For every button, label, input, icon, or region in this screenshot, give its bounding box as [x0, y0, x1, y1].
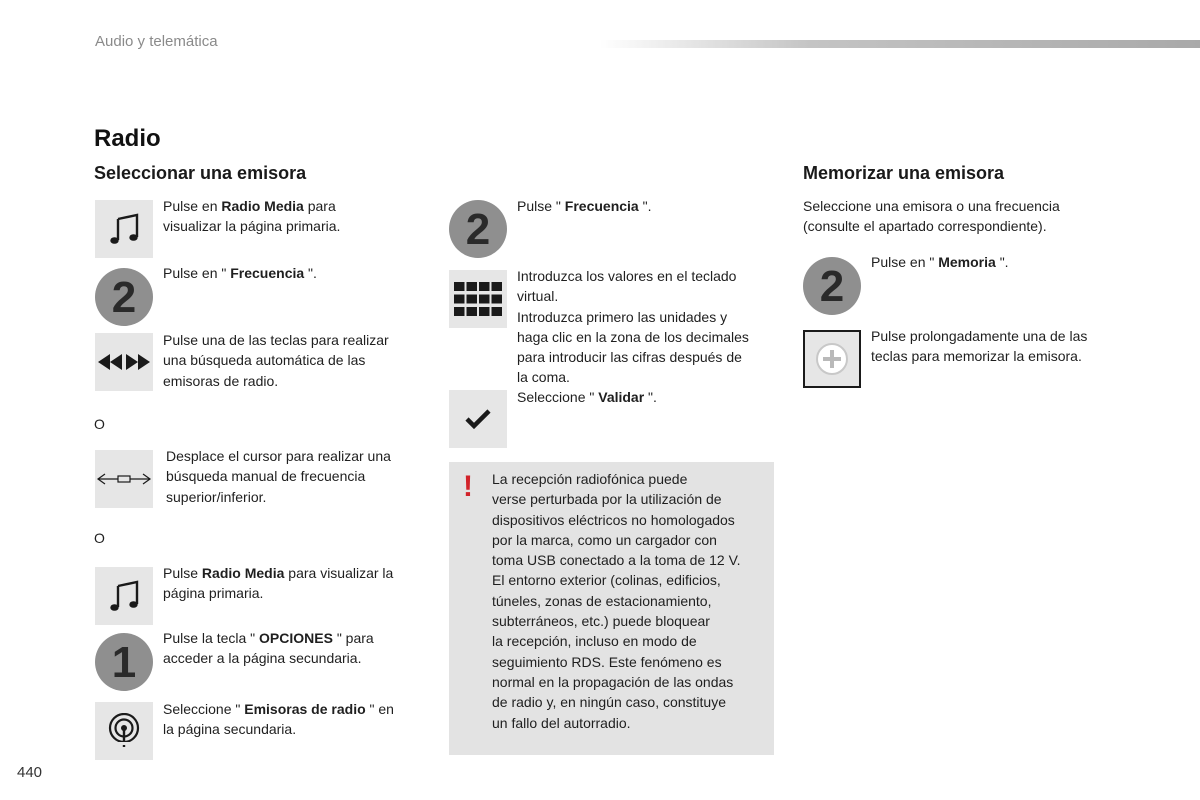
section-header: Audio y telemática	[95, 33, 218, 50]
step-1-badge: 1	[95, 633, 153, 691]
warning-line: verse perturbada por la utilización de	[492, 491, 722, 508]
left-step1-text: Pulse en Radio Media para visualizar la página primaria.	[163, 198, 341, 235]
right-heading: Memorizar una emisora	[803, 163, 1005, 183]
warning-line: seguimiento RDS. Este fenómeno es	[492, 653, 722, 670]
left-step5-text: Pulse Radio Media para visualizar la página primaria.	[163, 565, 394, 602]
page-title: Radio	[94, 125, 161, 152]
music-note-icon	[95, 200, 153, 258]
right-intro-text: Seleccione una emisora o una frecuencia (consulte el apartado correspondiente).	[803, 198, 1060, 235]
left-step7-text: Seleccione " Emisoras de radio " en la página secundaria.	[163, 701, 394, 738]
warning-line: toma USB conectado a la toma de 12 V.	[492, 552, 741, 569]
middle-step3-text: Seleccione " Validar ".	[517, 389, 657, 405]
header-bar	[600, 40, 1200, 48]
step-2-badge: 2	[803, 257, 861, 315]
right-step1-text: Pulse en " Memoria ".	[871, 254, 1009, 270]
seek-arrows-icon	[95, 333, 153, 391]
music-note-icon	[95, 567, 153, 625]
add-preset-icon	[803, 330, 861, 388]
warning-line: de radio y, en ningún caso, constituye	[492, 694, 727, 711]
left-heading: Seleccionar una emisora	[94, 163, 307, 183]
warning-line: por la marca, como un cargador con	[492, 531, 717, 548]
warning-line: El entorno exterior (colinas, edificios,	[492, 572, 721, 589]
frequency-slider-icon	[95, 450, 153, 508]
left-step6-text: Pulse la tecla " OPCIONES " para acceder a la página secundaria.	[163, 630, 374, 667]
warning-line: un fallo del autorradio.	[492, 714, 631, 731]
step-2-badge: 2	[449, 200, 507, 258]
warning-line: La recepción radiofónica puede	[492, 471, 688, 487]
middle-step1-text: Pulse " Frecuencia ".	[517, 198, 652, 214]
warning-line: subterráneos, etc.) puede bloquear	[492, 613, 710, 630]
middle-step2-text: Introduzca los valores en el teclado virtual. Introduzca primero las unidades y haga clic en la zona de los decimales para introducir las cifras después de la coma.	[517, 268, 749, 386]
step-2-badge: 2	[95, 268, 153, 326]
left-step3-text: Pulse una de las teclas para realizar una búsqueda automática de las emisoras de radio.	[163, 332, 389, 389]
warning-line: dispositivos eléctricos no homologados	[492, 511, 735, 528]
warning-line: túneles, zonas de estacionamiento,	[492, 592, 712, 609]
warning-icon: !	[463, 470, 473, 503]
left-step2-text: Pulse en " Frecuencia ".	[163, 265, 317, 281]
right-step2-text: Pulse prolongadamente una de las teclas para memorizar la emisora.	[871, 328, 1088, 365]
checkmark-icon	[449, 390, 507, 448]
or-separator: O	[94, 530, 105, 546]
warning-text	[492, 469, 741, 733]
or-separator: O	[94, 416, 105, 432]
page-number: 440	[17, 764, 43, 781]
warning-line: la recepción, incluso en modo de	[492, 633, 697, 650]
warning-line: normal en la propagación de las ondas	[492, 673, 734, 690]
keypad-icon	[449, 270, 507, 328]
left-step4-text: Desplace el cursor para realizar una búsqueda manual de frecuencia superior/inferior.	[166, 448, 391, 505]
radio-antenna-icon	[95, 702, 153, 760]
